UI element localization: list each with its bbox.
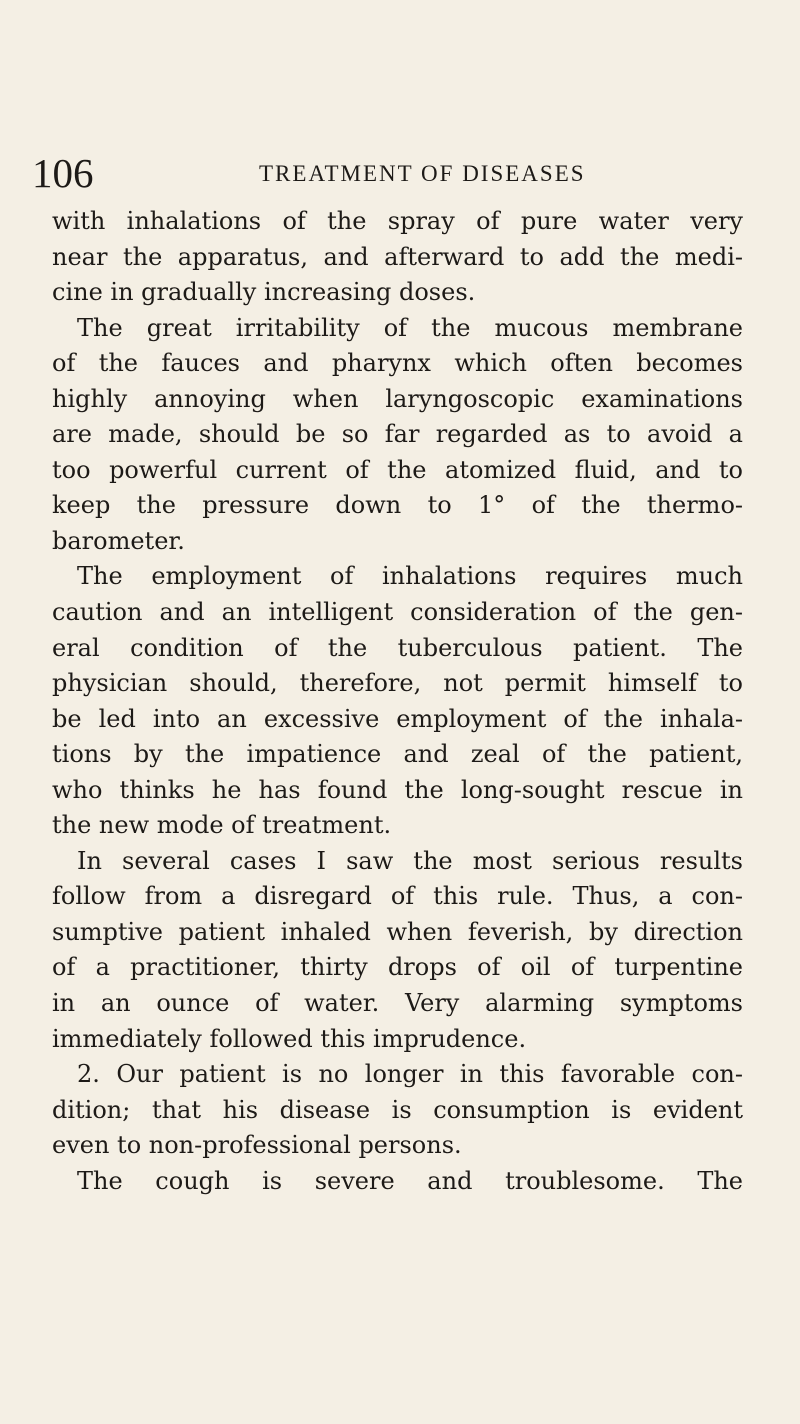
text-line: eral condition of the tuberculous patient. The (52, 633, 743, 662)
text-line: too powerful current of the atomized fluid, and to (52, 455, 743, 484)
text-line: highly annoying when laryngoscopic examinations (52, 384, 743, 413)
text-line: dition; that his disease is consumption is evident (52, 1095, 743, 1124)
text-line: physician should, therefore, not permit himself to (52, 669, 743, 698)
body-text (52, 204, 743, 1199)
text-line: be led into an excessive employment of the inhala- (52, 704, 743, 733)
text-line: sumptive patient inhaled when feverish, by direction (52, 917, 743, 946)
text-line: the new mode of treatment. (52, 811, 392, 840)
text-line: The employment of inhalations requires much (77, 562, 743, 591)
text-line: even to non-professional persons. (52, 1131, 462, 1160)
text-line: with inhalations of the spray of pure water very (52, 207, 743, 235)
text-line: are made, should be so far regarded as to avoid a (52, 420, 743, 449)
text-line: In several cases I saw the most serious results (77, 846, 743, 875)
running-head (32, 150, 592, 196)
text-line: The great irritability of the mucous membrane (77, 313, 743, 342)
running-title: TREATMENT OF DISEASES (259, 161, 586, 186)
text-line: keep the pressure down to 1° of the thermo- (52, 491, 743, 520)
text-line: barometer. (52, 526, 185, 555)
text-line: caution and an intelligent consideration of the gen- (52, 598, 743, 627)
text-line: who thinks he has found the long-sought rescue in (52, 775, 743, 804)
text-line: 2. Our patient is no longer in this favorable con- (77, 1060, 743, 1089)
text-line: tions by the impatience and zeal of the patient, (52, 740, 743, 769)
text-line: in an ounce of water. Very alarming symptoms (52, 989, 743, 1018)
text-line: of the fauces and pharynx which often becomes (52, 349, 743, 378)
page-number: 106 (32, 150, 94, 196)
text-line: near the apparatus, and afterward to add the medi- (52, 242, 743, 271)
text-line: of a practitioner, thirty drops of oil of turpentine (52, 953, 743, 982)
text-line: The cough is severe and troublesome. The (77, 1166, 743, 1195)
text-line: immediately followed this imprudence. (52, 1024, 527, 1053)
text-line: cine in gradually increasing doses. (52, 278, 476, 307)
text-line: follow from a disregard of this rule. Thus, a con- (52, 882, 743, 911)
